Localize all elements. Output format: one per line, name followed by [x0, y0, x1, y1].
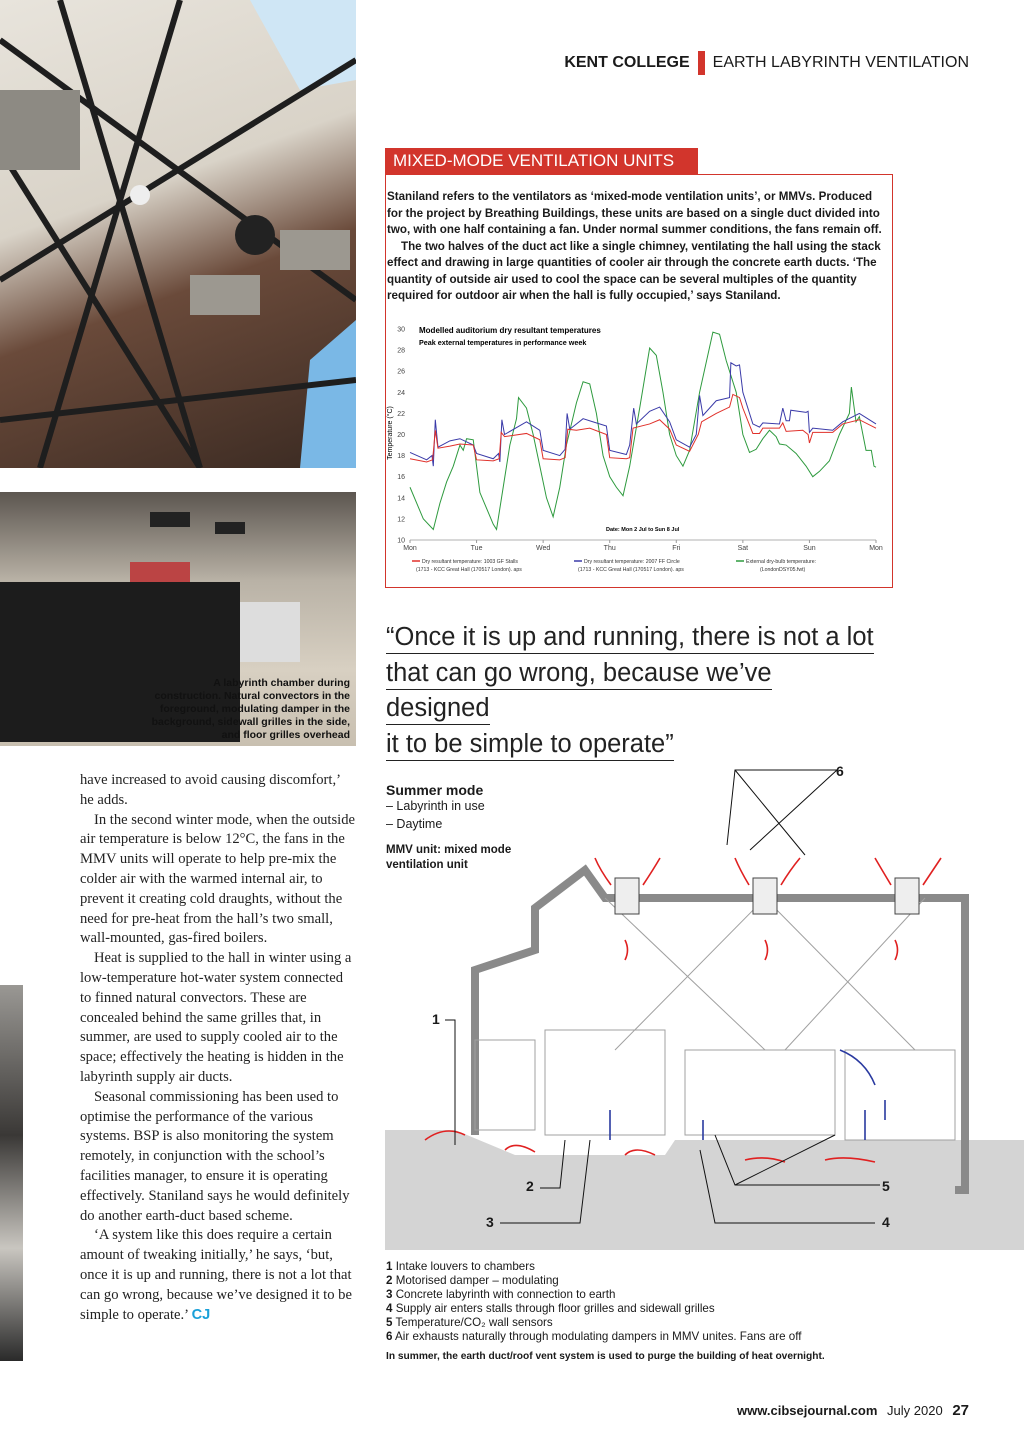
x-tick-label: Sat — [737, 545, 749, 552]
summer-mode-diagram — [385, 760, 1024, 1250]
header-divider — [698, 51, 705, 75]
quote-line: that can go wrong, because we’ve designed — [386, 659, 772, 726]
callout-5: 5 — [882, 1178, 890, 1194]
mmv-label: ventilation unit — [386, 859, 468, 871]
chart-subtitle: Peak external temperatures in performance week — [419, 338, 587, 347]
legend-label: Dry resultant temperature: 2007 FF Circle — [584, 559, 680, 565]
callout-4: 4 — [882, 1214, 890, 1230]
quote-line: it to be simple to operate” — [386, 730, 674, 761]
photo-caption: A labyrinth chamber during construction. Natural convectors in the foreground, modulating damper in the background, sidewall grilles in the side, and floor grilles overhead — [151, 677, 350, 741]
legend-label: (1713 - KCC Great Hall (170517 London). aps — [416, 567, 522, 573]
series-line-0 — [410, 394, 876, 462]
pipework-photo — [0, 985, 23, 1361]
x-tick-label: Thu — [603, 545, 616, 552]
diagram-bullet: – Daytime — [386, 816, 443, 831]
page-header — [564, 51, 969, 75]
diagram-title: Summer mode — [386, 782, 484, 798]
footer-date: July 2020 — [887, 1403, 943, 1418]
diagram-bullet: – Labyrinth in use — [386, 799, 485, 813]
key-item: 2 Motorised damper – modulating — [386, 1274, 559, 1287]
key-item: 6 Air exhausts naturally through modulating dampers in MMV unites. Fans are off — [386, 1330, 802, 1343]
key-item: 4 Supply air enters stalls through floor grilles and sidewall grilles — [386, 1302, 715, 1315]
series-line-1 — [410, 363, 876, 466]
key-item: 1 Intake louvers to chambers — [386, 1260, 535, 1273]
legend-label: (LondonDSY05.fwt) — [760, 567, 806, 573]
x-tick-label: Tue — [470, 545, 483, 552]
key-item: 5 Temperature/CO₂ wall sensors — [386, 1316, 553, 1329]
x-tick-label: Mon — [403, 545, 417, 552]
author-signoff: CJ — [191, 1306, 211, 1323]
body-paragraph: Seasonal commissioning has been used to optimise the performance of the various systems. BSP is also monitoring the system remotely, in conjunction with the school’s facilities manager, to ensure it is operating effectively. Staniland says he would definitely do another earth-duct based scheme. — [80, 1088, 350, 1224]
legend-label: External dry-bulb temperature: — [746, 559, 817, 565]
article-body — [80, 771, 355, 1325]
footer-url[interactable]: www.cibsejournal.com — [737, 1403, 878, 1418]
body-paragraph: In the second winter mode, when the outside air temperature is below 12°C, the fans in the MMV units will operate to help pre-mix the colder air with the warmed internal air, to prevent it creating cold draughts, without the need for pre-heat from the hall’s two small, wall-mounted, gas-fired boilers. — [80, 811, 355, 947]
section-name: KENT COLLEGE — [564, 54, 690, 71]
box-paragraph: Staniland refers to the ventilators as ‘mixed-mode ventilation units’, or MMVs. Produced for the project by Breathing Buildings, these units are based on a single duct divided into two, with one half containing a fan. Under normal summer conditions, the fans remain off. — [387, 190, 882, 236]
chart-annotation: Date: Mon 2 Jul to Sun 8 Jul — [606, 527, 680, 533]
y-axis-label: Temperature (°C) — [387, 406, 394, 460]
x-tick-label: Fri — [672, 545, 681, 552]
mmv-label: MMV unit: mixed mode — [386, 844, 512, 856]
pull-quote — [386, 620, 878, 762]
y-tick-label: 28 — [397, 347, 405, 355]
y-tick-label: 14 — [397, 495, 405, 503]
body-paragraph: have increased to avoid causing discomfort,’ he adds. — [80, 772, 340, 808]
page-footer — [737, 1402, 969, 1419]
page-number: 27 — [952, 1402, 969, 1419]
article-topic: EARTH LABYRINTH VENTILATION — [712, 54, 969, 71]
y-tick-label: 18 — [397, 453, 405, 461]
x-tick-label: Sun — [803, 545, 816, 552]
temperature-chart — [384, 318, 894, 588]
y-tick-label: 16 — [397, 474, 405, 482]
callout-3: 3 — [486, 1214, 494, 1230]
y-tick-label: 20 — [397, 432, 405, 439]
callout-2: 2 — [526, 1178, 534, 1194]
callout-6: 6 — [836, 763, 844, 779]
box-title: MIXED-MODE VENTILATION UNITS — [385, 148, 698, 175]
legend-label: (1713 - KCC Great Hall (170517 London). aps — [578, 567, 684, 573]
x-tick-label: Wed — [536, 545, 551, 552]
callout-1: 1 — [432, 1011, 440, 1027]
labyrinth-chamber-photo — [0, 492, 356, 746]
y-tick-label: 10 — [397, 537, 405, 545]
y-tick-label: 22 — [397, 410, 405, 418]
auditorium-ceiling-photo — [0, 0, 356, 468]
ceiling-truss-graphic — [0, 0, 356, 468]
y-tick-label: 12 — [397, 516, 405, 524]
diagram-key — [386, 1260, 801, 1344]
diagram-summary: In summer, the earth duct/roof vent system is used to purge the building of heat overnight. — [386, 1351, 825, 1362]
key-item: 3 Concrete labyrinth with connection to earth — [386, 1288, 616, 1301]
x-tick-label: Mon — [869, 545, 883, 552]
y-tick-label: 30 — [397, 326, 405, 334]
y-tick-label: 24 — [397, 389, 405, 397]
box-paragraph: The two halves of the duct act like a single chimney, ventilating the hall using the stack effect and drawing in large quantities of cooler air through the concrete earth ducts. ‘The quantity of outside air used to cool the space can be several multiples of the quantity required for outdoor air when the hall is fully occupied,’ says Staniland. — [387, 239, 881, 302]
series-line-2 — [410, 332, 876, 529]
y-tick-label: 26 — [397, 368, 405, 376]
legend-label: Dry resultant temperature: 1003 GF Stalls — [422, 559, 519, 565]
body-paragraph: ‘A system like this does require a certain amount of tweaking initially,’ he says, ‘but, once it is up and running, there is not a lot that can go wrong, because we’ve designed it to be simple to operate.’ — [80, 1227, 352, 1323]
box-text — [387, 189, 887, 305]
body-paragraph: Heat is supplied to the hall in winter using a low-temperature hot-water system connected to finned natural convectors. These are concealed behind the same grilles that, in summer, are used to supply cooled air to the space; effectively the heating is hidden in the labyrinth supply air ducts. — [80, 950, 352, 1085]
quote-line: “Once it is up and running, there is not a lot — [386, 623, 874, 654]
chart-title: Modelled auditorium dry resultant temperatures — [419, 326, 601, 335]
